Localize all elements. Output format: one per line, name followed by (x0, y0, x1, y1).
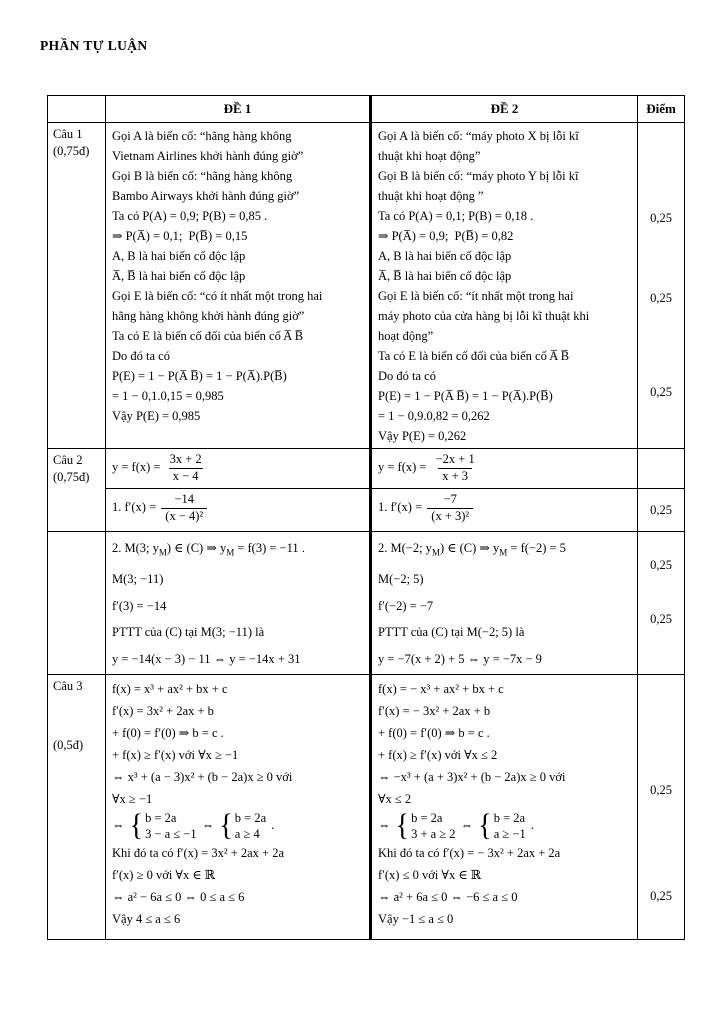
solution-line: = 1 − 0,9.0,82 = 0,262 (378, 409, 490, 423)
solution-line: thuật khi hoạt động” (378, 149, 481, 163)
score-value: 0,25 (650, 612, 672, 626)
cau3-row (48, 675, 685, 940)
solution-line: f′(x) = − 3x² + 2ax + b (378, 704, 491, 718)
cau3-score-cell (638, 675, 685, 940)
solution-line: Vậy 4 ≤ a ≤ 6 (112, 912, 181, 926)
solution-line: 1. f′(x) = $\frac{-7}{\text{(x + 3)²}}$ (378, 491, 633, 525)
solution-line: A, B là hai biến cố độc lập (112, 249, 246, 263)
cau2-q1-de2-cell (371, 449, 638, 489)
cau2-q1-de1-cell (106, 449, 371, 489)
cau2-deriv-de1-cell (106, 489, 371, 532)
cau2-label-empty-cell (48, 532, 106, 675)
solution-line: Gọi A là biến cố: “máy photo X bị lỗi kĩ (378, 129, 579, 143)
solution-line: thuật khi hoạt động ” (378, 189, 484, 203)
cau3-label: Câu 3 (53, 679, 83, 693)
page-title: PHẦN TỰ LUẬN (40, 38, 148, 53)
cau1-points: (0,75đ) (53, 144, 90, 158)
cau3-points: (0,5đ) (53, 738, 84, 752)
cau1-score-cell (638, 123, 685, 449)
solution-line: A̅, B̅ là hai biến cố độc lập (378, 269, 512, 283)
cau1-label-cell (48, 123, 106, 449)
solution-line: M(3; −11) (112, 572, 164, 586)
solution-line: Ta có P(A) = 0,9; P(B) = 0,85 . (112, 209, 268, 223)
cau1-row (48, 123, 685, 449)
solution-line: P(E) = 1 − P(A̅ B̅) = 1 − P(A̅).P(B̅) (378, 389, 553, 403)
solution-line: f′(x) = 3x² + 2ax + b (112, 704, 214, 718)
answer-table (47, 95, 685, 940)
solution-line: Ta có E là biến cố đối của biến cố A̅ B̅ (378, 349, 570, 363)
solution-line: Do đó ta có (378, 369, 436, 383)
solution-line: Gọi E là biến cố: “có ít nhất một trong hai (112, 289, 323, 303)
solution-line: ⇔ a² − 6a ≤ 0 ⇔ 0 ≤ a ≤ 6 (112, 890, 245, 904)
solution-line: Gọi E là biến cố: “ít nhất một trong hai (378, 289, 574, 303)
solution-line: f′(x) ≥ 0 với ∀x ∈ ℝ (112, 868, 216, 882)
solution-line: ⇔ { b = 2a 3 − a ≤ −1 ⇔ { b = 2a a ≥ 4 . (112, 808, 275, 843)
cau2-q2-de2-cell (371, 532, 638, 675)
solution-line: 2. M(−2; $y_M$) ∈ (C) ⇒ $y_M = f(-2) = 5$ (378, 541, 566, 558)
cau2-row-q2 (48, 532, 685, 675)
cau3-de2-cell (371, 675, 638, 940)
solution-line: Khi đó ta có f′(x) = 3x² + 2ax + 2a (112, 846, 285, 860)
solution-line: A, B là hai biến cố độc lập (378, 249, 512, 263)
header-de1-cell: ĐỀ 1 (106, 96, 371, 123)
score-value: 0,25 (650, 783, 672, 797)
solution-line: Vậy P(E) = 0,985 (112, 409, 201, 423)
header-row (48, 96, 685, 123)
solution-line: ∀x ≥ −1 (112, 792, 153, 806)
solution-line: hoạt động” (378, 329, 434, 343)
score-value: 0,25 (650, 291, 672, 305)
solution-line: PTTT của (C) tại M(3; −11) là (112, 625, 265, 639)
solution-line: f′(−2) = −7 (378, 598, 434, 613)
header-de2-cell: ĐỀ 2 (371, 96, 638, 123)
solution-line: + f(x) ≥ f′(x) với ∀x ≤ 2 (378, 748, 498, 762)
cau1-label: Câu 1 (53, 127, 83, 141)
solution-line: PTTT của (C) tại M(−2; 5) là (378, 625, 525, 639)
solution-line: ∀x ≤ 2 (378, 792, 412, 806)
cau1-de1-cell (106, 123, 371, 449)
score-value: 0,25 (650, 558, 672, 572)
cau2-label: Câu 2 (53, 453, 83, 467)
solution-line: Ta có E là biến cố đối của biến cố A̅ B̅ (112, 329, 304, 343)
solution-line: hãng hàng không khởi hành đúng giờ” (112, 309, 305, 323)
cau2-deriv-de2-cell (371, 489, 638, 532)
solution-line: ⇒ P(A̅) = 0,1; P(B̅) = 0,15 (112, 229, 248, 243)
solution-line: ⇔ a² + 6a ≤ 0 ⇔ −6 ≤ a ≤ 0 (378, 890, 518, 904)
solution-line: Vậy −1 ≤ a ≤ 0 (378, 912, 454, 926)
solution-line: y = f(x) = $\frac{3x + 2}{x - 4}$ (112, 452, 202, 483)
cau1-de2-cell (371, 123, 638, 449)
solution-line: = 1 − 0,1.0,15 = 0,985 (112, 389, 224, 403)
solution-line: Do đó ta có (112, 349, 170, 363)
solution-line: 1. f′(x) = $\frac{-14}{\text{(x − 4)²}}$ (112, 491, 365, 525)
header-diem-cell: Điểm (638, 96, 685, 123)
solution-line: ⇔ { b = 2a 3 + a ≥ 2 ⇔ { b = 2a a ≥ −1 . (378, 808, 534, 843)
cau2-q2-score-cell (638, 532, 685, 675)
cau2-row-q1 (48, 449, 685, 489)
cau2-row-deriv (48, 489, 685, 532)
score-value: 0,25 (650, 385, 672, 399)
solution-line: Gọi A là biến cố: “hãng hàng không (112, 129, 292, 143)
solution-line: Vậy P(E) = 0,262 (378, 429, 467, 443)
cau2-points: (0,75đ) (53, 470, 90, 484)
solution-line: Bambo Airways khởi hành đúng giờ” (112, 189, 300, 203)
solution-line: y = −14(x − 3) − 11 ⇔ y = −14x + 31 (112, 651, 301, 666)
cau3-de1-cell (106, 675, 371, 940)
solution-line: ⇔ x³ + (a − 3)x² + (b − 2a)x ≥ 0 với (112, 770, 293, 784)
solution-line: Gọi B là biến cố: “máy photo Y bị lỗi kĩ (378, 169, 579, 183)
cau3-label-cell (48, 675, 106, 940)
solution-line: M(−2; 5) (378, 572, 424, 586)
solution-line: P(E) = 1 − P(A̅ B̅) = 1 − P(A̅).P(B̅) (112, 369, 287, 383)
solution-line: + f(0) = f′(0) ⇒ b = c . (112, 726, 224, 740)
solution-line: f′(x) ≤ 0 với ∀x ∈ ℝ (378, 868, 482, 882)
cau2-label-cell (48, 449, 106, 532)
solution-line: Ta có P(A) = 0,1; P(B) = 0,18 . (378, 209, 534, 223)
solution-line: y = f(x) = $\frac{-2x + 1}{x + 3}$ (378, 452, 475, 483)
cau2-q2-de1-cell (106, 532, 371, 675)
solution-line: f′(3) = −14 (112, 598, 167, 613)
solution-line: máy photo của cửa hàng bị lỗi kĩ thuật khi (378, 309, 590, 323)
solution-line: ⇔ −x³ + (a + 3)x² + (b − 2a)x ≥ 0 với (378, 770, 566, 784)
solution-line: Vietnam Airlines khởi hành đúng giờ” (112, 149, 304, 163)
solution-line: ⇒ P(A̅) = 0,9; P(B̅) = 0,82 (378, 229, 514, 243)
solution-line: + f(x) ≥ f′(x) với ∀x ≥ −1 (112, 748, 239, 762)
solution-line: 2. M(3; $y_M$) ∈ (C) ⇒ $y_M = f(3) = -11$ . (112, 541, 305, 558)
header-cau-cell (48, 96, 106, 123)
score-value: 0,25 (650, 211, 672, 225)
solution-line: Khi đó ta có f′(x) = − 3x² + 2ax + 2a (378, 846, 561, 860)
solution-line: Gọi B là biến cố: “hãng hàng không (112, 169, 293, 183)
solution-line: f(x) = x³ + ax² + bx + c (112, 682, 228, 696)
cau2-q1-score-cell (638, 449, 685, 489)
solution-line: A̅, B̅ là hai biến cố độc lập (112, 269, 246, 283)
solution-line: f(x) = − x³ + ax² + bx + c (378, 682, 504, 696)
solution-line: + f(0) = f′(0) ⇒ b = c . (378, 726, 490, 740)
cau2-deriv-score-cell: 0,25 (638, 489, 685, 532)
score-value: 0,25 (650, 889, 672, 903)
solution-line: y = −7(x + 2) + 5 ⇔ y = −7x − 9 (378, 651, 542, 666)
